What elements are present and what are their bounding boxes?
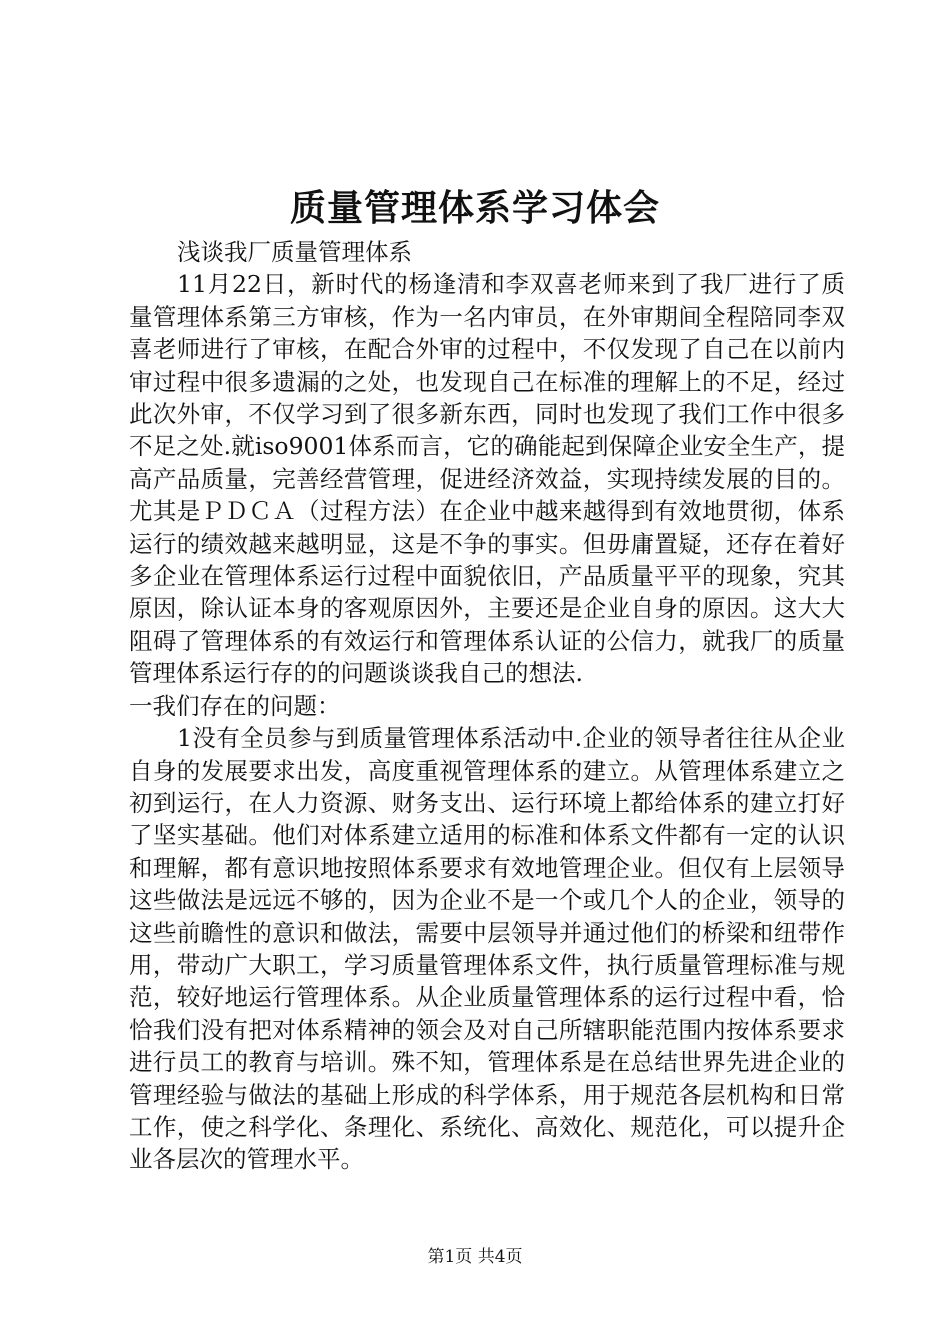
paragraph-issue-1: 1没有全员参与到质量管理体系活动中.企业的领导者往往从企业自身的发展要求出发，高度重视管理体系的建立。从管理体系建立之初到运行，在人力资源、财务支出、运行环境上都给体系的建立打好了坚实基础。他们对体系建立适用的标准和体系文件都有一定的认识和理解，都有意识地按照体系要求有效地管理企业。但仅有上层领导这些做法是远远不够的，因为企业不是一个或几个人的企业，领导的这些前瞻性的意识和做法，需要中层领导并通过他们的桥梁和纽带作用，带动广大职工，学习质量管理体系文件，执行质量管理标准与规范，较好地运行管理体系。从企业质量管理体系的运行过程中看，恰恰我们没有把对体系精神的领会及对自己所辖职能范围内按体系要求进行员工的教育与培训。殊不知，管理体系是在总结世界先进企业的管理经验与做法的基础上形成的科学体系，用于规范各层机构和日常工作，使之科学化、条理化、系统化、高效化、规范化，可以提升企业各层次的管理水平。 <box>129 724 845 1174</box>
section-heading: 一我们存在的问题： <box>129 691 341 720</box>
paragraph-intro: 11月22日，新时代的杨逢清和李双喜老师来到了我厂进行了质量管理体系第三方审核，作为一名内审员，在外审期间全程陪同李双喜老师进行了审核，在配合外审的过程中，不仅发现了自己在以前内审过程中很多遗漏的之处，也发现自己在标准的理解上的不足，经过此次外审，不仅学习到了很多新东西，同时也发现了我们工作中很多不足之处.就iso9001体系而言，它的确能起到保障企业安全生产，提高产品质量，完善经营管理，促进经济效益，实现持续发展的目的。尤其是ＰＤＣＡ（过程方法）在企业中越来越得到有效地贯彻，体系运行的绩效越来越明显，这是不争的事实。但毋庸置疑，还存在着好多企业在管理体系运行过程中面貌依旧，产品质量平平的现象，究其原因，除认证本身的客观原因外，主要还是企业自身的原因。这大大阻碍了管理体系的有效运行和管理体系认证的公信力，就我厂的质量管理体系运行存的的问题谈谈我自己的想法. <box>129 270 845 688</box>
document-title: 质量管理体系学习体会 <box>289 187 660 229</box>
page-number-footer: 第1页 共4页 <box>427 1247 523 1267</box>
document-body <box>129 236 845 1176</box>
paragraph-subtitle: 浅谈我厂质量管理体系 <box>177 238 412 266</box>
